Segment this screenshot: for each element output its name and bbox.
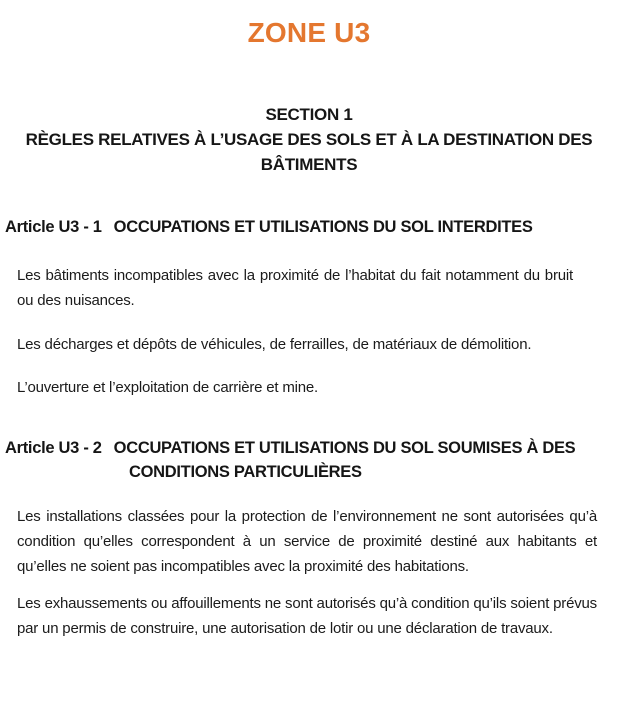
document-page (0, 16, 618, 716)
article-u3-1-label: Article U3 - 1 (5, 218, 102, 236)
article-u3-1-paragraph-3: L’ouverture et l’exploitation de carrière et mine. (17, 379, 319, 396)
article-u3-2-label: Article U3 - 2 (5, 439, 102, 457)
article-u3-1-paragraph-2: Les décharges et dépôts de véhicules, de ferrailles, de matériaux de démolition. (17, 336, 532, 353)
article-u3-2-paragraph-2: Les exhaussements ou affouillements ne sont autorisés qu’à condition qu’ils soient prévus par un permis de construire, une autorisation de lotir ou une déclaration de travaux. (17, 595, 597, 637)
zone-title: ZONE U3 (247, 17, 371, 48)
article-u3-1-title: OCCUPATIONS ET UTILISATIONS DU SOL INTERDITES (113, 218, 533, 236)
article-u3-1-paragraph-1: Les bâtiments incompatibles avec la proximité de l’habitat du fait notamment du bruit ou des nuisances. (17, 267, 573, 309)
section-number: SECTION 1 (265, 105, 353, 124)
section-subtitle: RÈGLES RELATIVES À L’USAGE DES SOLS ET À LA DESTINATION DES BÂTIMENTS (25, 130, 593, 174)
article-u3-2-title: OCCUPATIONS ET UTILISATIONS DU SOL SOUMISES À DES CONDITIONS PARTICULIÈRES (113, 439, 576, 481)
article-u3-1-heading (5, 215, 614, 239)
article-u3-2-heading (5, 436, 614, 484)
article-u3-2-paragraph-1: Les installations classées pour la protection de l’environnement ne sont autorisées qu’à condition qu’elles correspondent à un service de proximité destiné aux habitants et qu’elles ne soient pas incompatibles avec la proximité des habitations. (17, 508, 597, 575)
section-heading (6, 102, 612, 177)
